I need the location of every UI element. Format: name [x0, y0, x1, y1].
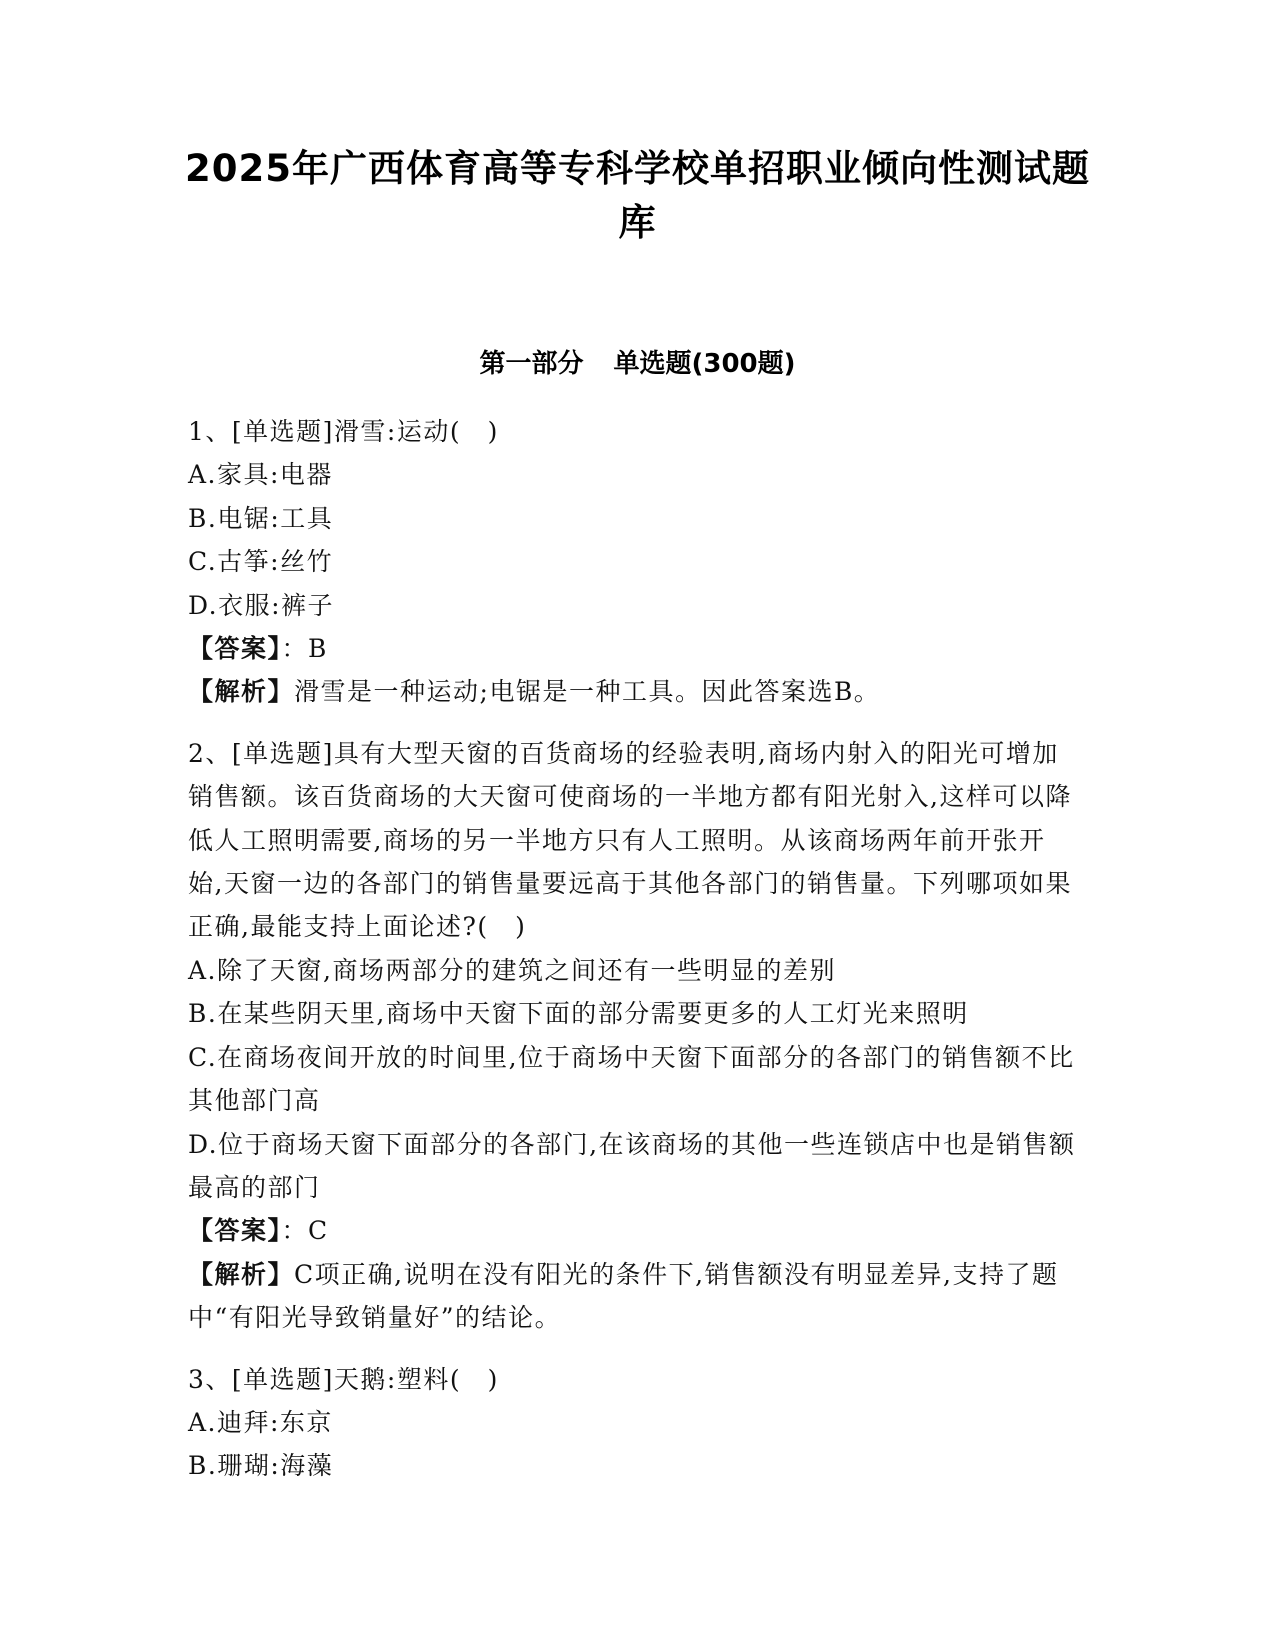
question-item	[188, 732, 1080, 1340]
analysis-label: 【解析】	[188, 1259, 295, 1289]
answer-value: B	[308, 634, 328, 664]
analysis-text: 滑雪是一种运动;电锯是一种工具。因此答案选B。	[294, 677, 881, 707]
answer-line	[188, 627, 1080, 670]
analysis-line	[188, 1253, 1080, 1340]
section-name: 单选题(300题)	[613, 349, 796, 379]
option-c: C.古筝:丝竹	[188, 547, 334, 577]
document-title: 2025年广西体育高等专科学校单招职业倾向性测试题库	[185, 147, 1090, 244]
section-part: 第一部分	[479, 349, 584, 379]
answer-label: 【答案】	[188, 1216, 282, 1246]
question-item	[188, 1358, 1080, 1488]
question-stem: 1、[单选题]滑雪:运动( )	[188, 417, 499, 446]
option-d: D.衣服:裤子	[188, 590, 335, 620]
option-a: A.迪拜:东京	[188, 1407, 333, 1437]
analysis-label: 【解析】	[188, 677, 295, 707]
option-b: B.珊瑚:海藻	[188, 1451, 334, 1481]
section-heading	[170, 344, 1105, 384]
option-d: D.位于商场天窗下面部分的各部门,在该商场的其他一些连锁店中也是销售额最高的部门	[188, 1129, 1076, 1202]
option-a: A.除了天窗,商场两部分的建筑之间还有一些明显的差别	[188, 955, 836, 985]
question-list	[188, 410, 1080, 1506]
option-a: A.家具:电器	[188, 460, 333, 490]
analysis-line	[188, 670, 1080, 713]
answer-separator: ：	[281, 1216, 309, 1246]
answer-label: 【答案】	[188, 634, 282, 664]
option-b: B.在某些阴天里,商场中天窗下面的部分需要更多的人工灯光来照明	[188, 999, 969, 1029]
analysis-text: C项正确,说明在没有阳光的条件下,销售额没有明显差异,支持了题中“有阳光导致销量好”的结论。	[188, 1259, 1059, 1333]
answer-value: C	[308, 1216, 329, 1246]
answer-line	[188, 1209, 1080, 1252]
question-item	[188, 410, 1080, 714]
answer-separator: ：	[281, 634, 309, 664]
option-c: C.在商场夜间开放的时间里,位于商场中天窗下面部分的各部门的销售额不比其他部门高	[188, 1042, 1075, 1116]
question-stem: 3、[单选题]天鹅:塑料( )	[188, 1364, 499, 1394]
option-b: B.电锯:工具	[188, 503, 334, 533]
question-stem: 2、[单选题]具有大型天窗的百货商场的经验表明,商场内射入的阳光可增加销售额。该百货商场的大天窗可使商场的一半地方都有阳光射入,这样可以降低人工照明需要,商场的另一半地方只有人工照明。从该商场两年前开张开始,天窗一边的各部门的销售量要远高于其他各部门的销售量。下列哪项如果正确,最能支持上面论述?( )	[188, 738, 1072, 942]
